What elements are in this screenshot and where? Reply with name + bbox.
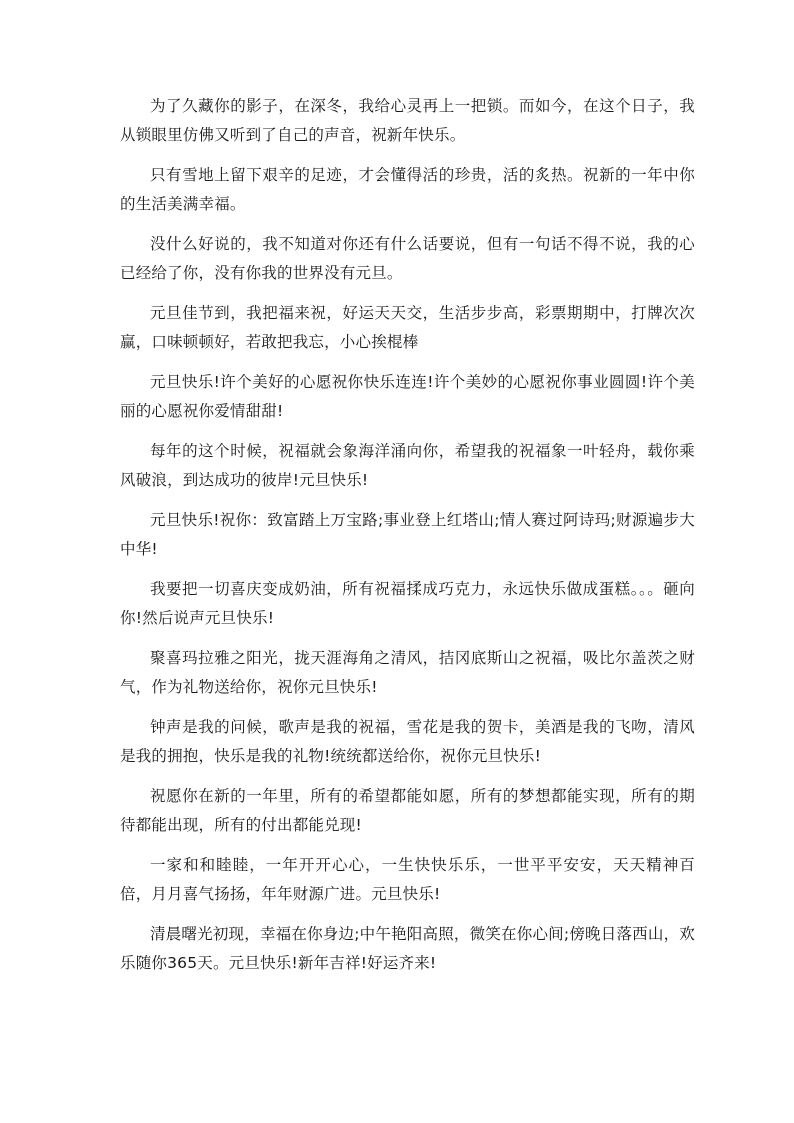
paragraph: 祝愿你在新的一年里，所有的希望都能如愿，所有的梦想都能实现，所有的期待都能出现，所有的付出都能兑现!	[120, 787, 695, 834]
paragraph: 为了久藏你的影子，在深冬，我给心灵再上一把锁。而如今，在这个日子，我从锁眼里仿佛又听到了自己的声音，祝新年快乐。	[120, 97, 695, 144]
paragraph: 元旦快乐!许个美好的心愿祝你快乐连连!许个美妙的心愿祝你事业圆圆!许个美丽的心愿祝你爱情甜甜!	[120, 373, 695, 420]
paragraph: 没什么好说的，我不知道对你还有什么话要说，但有一句话不得不说，我的心已经给了你，没有你我的世界没有元旦。	[120, 235, 695, 282]
paragraph: 聚喜玛拉雅之阳光，拢天涯海角之清风，拮冈底斯山之祝福，吸比尔盖茨之财气，作为礼物送给你，祝你元旦快乐!	[120, 649, 695, 696]
document-body	[120, 92, 695, 989]
paragraph: 每年的这个时候，祝福就会象海洋涌向你，希望我的祝福象一叶轻舟，载你乘风破浪，到达成功的彼岸!元旦快乐!	[120, 442, 695, 489]
paragraph: 我要把一切喜庆变成奶油，所有祝福揉成巧克力，永远快乐做成蛋糕。。。砸向你!然后说声元旦快乐!	[120, 580, 695, 627]
paragraph: 元旦快乐!祝你：致富踏上万宝路;事业登上红塔山;情人赛过阿诗玛;财源遍步大中华!	[120, 511, 695, 558]
paragraph: 钟声是我的问候，歌声是我的祝福，雪花是我的贺卡，美酒是我的飞吻，清风是我的拥抱，快乐是我的礼物!统统都送给你，祝你元旦快乐!	[120, 718, 695, 765]
paragraph: 只有雪地上留下艰辛的足迹，才会懂得活的珍贵，活的炙热。祝新的一年中你的生活美满幸福。	[120, 166, 695, 213]
paragraph: 清晨曙光初现，幸福在你身边;中午艳阳高照，微笑在你心间;傍晚日落西山，欢乐随你365天。元旦快乐!新年吉祥!好运齐来!	[120, 925, 695, 972]
paragraph: 元旦佳节到，我把福来祝，好运天天交，生活步步高，彩票期期中，打牌次次赢，口味顿顿好，若敢把我忘，小心挨棍棒	[120, 304, 695, 351]
paragraph: 一家和和睦睦，一年开开心心，一生快快乐乐，一世平平安安，天天精神百倍，月月喜气扬扬，年年财源广进。元旦快乐!	[120, 856, 695, 903]
